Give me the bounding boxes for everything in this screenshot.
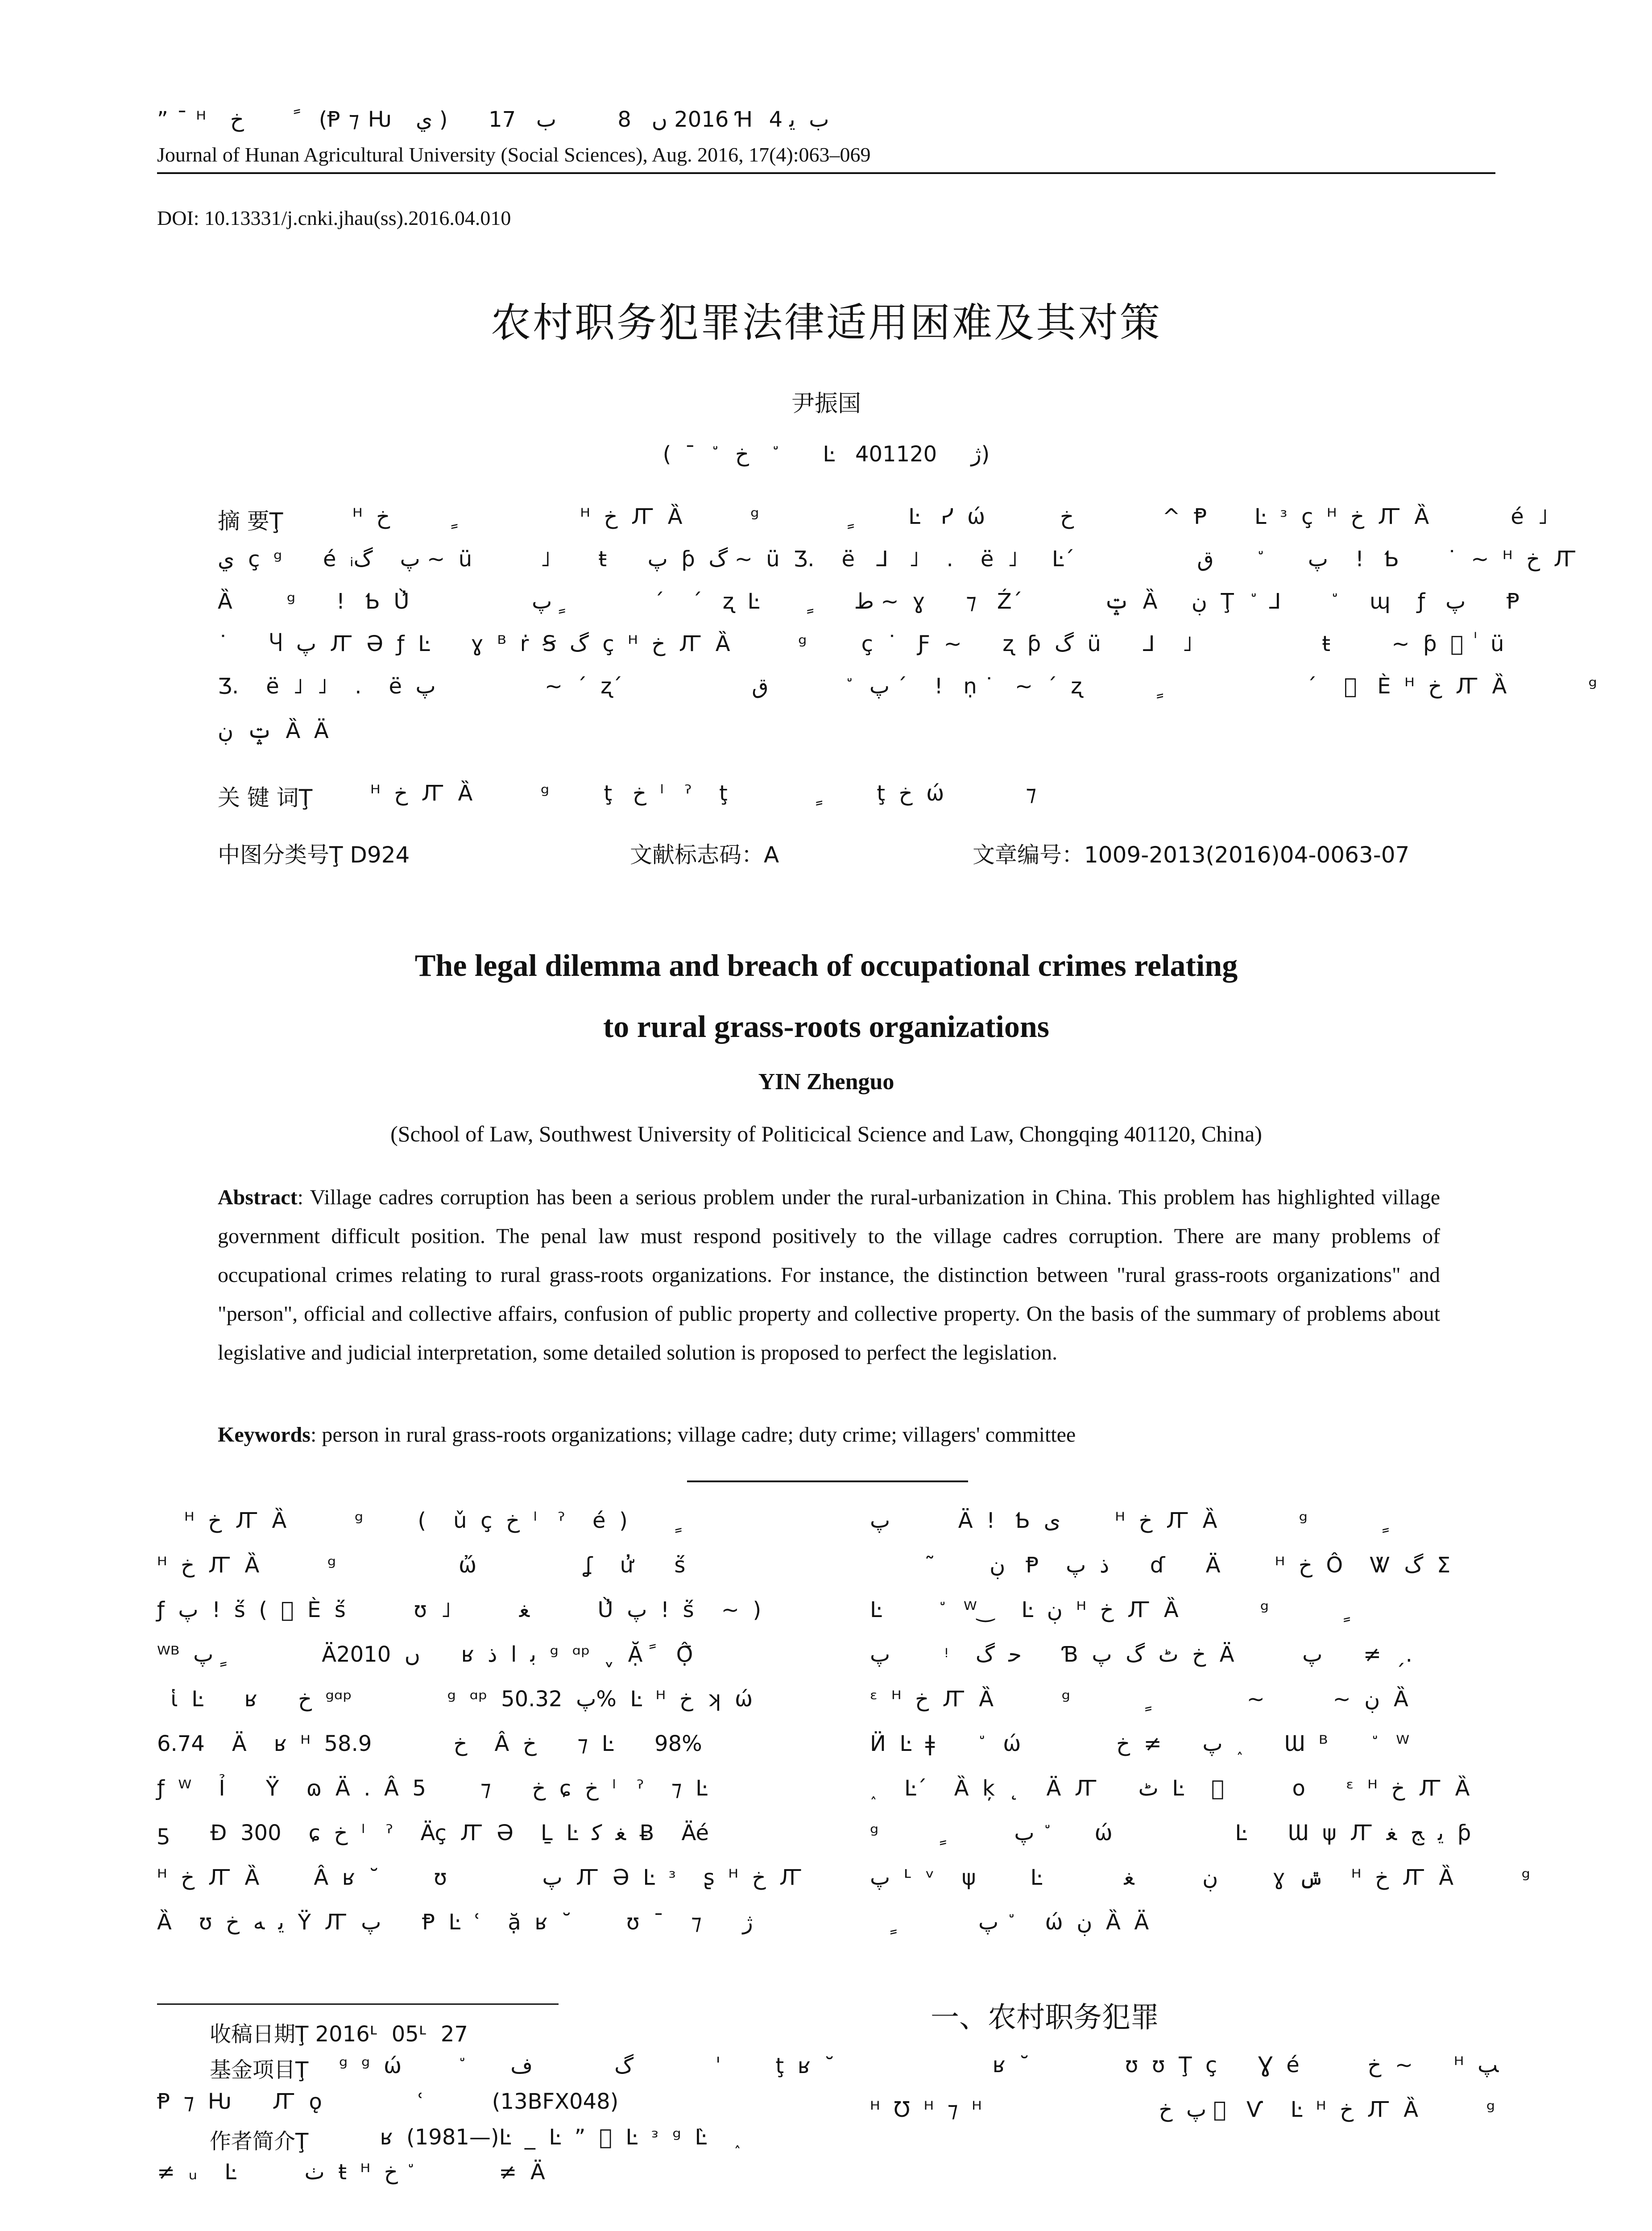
- body-right-line: پ Ä ! Ƅ ی ᴴ خ Ꙥ Ȁ ᵍ ٍ: [870, 1508, 1389, 1533]
- journal-header-cn: ” ¯ ᴴ خ ً (Ᵽ ⁊ Ƕ ي ) 2016 ں 8 ب 17 Ɦ ب ﯾ 4: [157, 107, 829, 132]
- english-keywords-label: Keywords: [218, 1423, 311, 1447]
- english-keywords-text: : person in rural grass-roots organizations; village cadre; duty crime; villagers' committee: [310, 1423, 1076, 1447]
- chinese-title: 农村职务犯罪法律适用困难及其对策: [491, 299, 1162, 346]
- article-number: 文章编号：1009-2013(2016)04-0063-07: [973, 842, 1410, 868]
- body-left-line: ƒ پ ! ṥ ( ⃞ È ṥ ʊ ˩ ﻐ Ù̓ پ ! ṥ ~ ): [157, 1597, 762, 1622]
- body-left-line: ἱ Ŀ ʁ خ ᵍᵅᵖ ᵍ ᵅᵖ پ 50.32% Ŀ ᴴ خ ʞ ώ: [157, 1687, 753, 1712]
- body-right-line: ٍ پ ٘ ώ ڹ Ȁ Ä: [870, 1910, 1149, 1935]
- english-affiliation: (School of Law, Southwest University of Politicical Science and Law, Chongqing 401120, China): [390, 1121, 1262, 1146]
- chinese-author: 尹振国: [791, 390, 861, 417]
- body-right-line: Ӥ Ŀ ǂ ٘ ώ پ ≠ خ ˰ Ɯ ᴮ ٘ ᵂ: [870, 1731, 1410, 1756]
- body-right-line: ˰ Ŀ´ Ȁ ķ ˛ Ä Ꙥ ٹ Ŀ ⃞ o ᵋ ᴴ خ Ꙥ Ȁ: [870, 1776, 1470, 1801]
- body-right-line: ˜ ڹ Ᵽ ذ پ ɗ Ä ᴴ خ Ô Ꮤ گ Σ: [870, 1553, 1451, 1578]
- document-code: 文献标志码：A: [630, 842, 779, 868]
- english-keywords: [218, 1422, 1440, 1447]
- author-info-label: 作者简介Ţ: [210, 2129, 309, 2154]
- chinese-abstract-line: ˙ Ⴗ پ Ꙥ Ə ƒ Ŀ ɣ ᴮ ṙ Ꞩ گ ç ᴴ خ Ꙥ Ȁ ᵍ ç ˙ Ƒ ~ ʐ ƥ گ ü ᒧ ˩ ŧ ~ ƥ ⃞ ٰ ü: [218, 631, 1504, 656]
- english-author: YIN Zhenguo: [758, 1069, 894, 1095]
- english-abstract: [218, 1178, 1440, 1372]
- body-right-line: ᵍ ٍ پ ٘ ώ Ŀ Ɯ ψ Ꙥ ﻳ ﺞ ﻐ ƥ: [870, 1820, 1471, 1845]
- chinese-abstract-line: ᴴ خ ٍ ᴴ خ Ꙥ Ȁ ᵍ ٍ Ŀ ᓯ ώ خ ^ Ᵽ Ŀ ᶟ ç ᴴ خ Ꙥ Ȁ é ˩: [352, 504, 1548, 529]
- chinese-keywords: ᴴ خ Ꙥ Ȁ ᵍ ţ خ ˡ ˀ ţ ٍ ţ خ ώ ⁊: [370, 781, 1037, 806]
- fund-text: ᵍ ᵍ ώ ٘ گ ف ˈ ţ ʁ ˘: [339, 2053, 835, 2078]
- body-left-line: 6.74 Ä ʁ ᴴ خ 58.9 Â خ ⁊ Ŀ 98%: [157, 1731, 702, 1756]
- body-left-line: ᴴ خ Ꙥ Ȁ ᵍ ὤ ʆ ư̓ ṥ: [157, 1553, 686, 1578]
- english-abstract-text: : Village cadres corruption has been a serious problem under the rural-urbanization in China. This problem has highlighted village government difficult position. The penal law must respond positively to the village cadres corruption. There are many problems of occupational crimes relating to rural grass-roots organizations. For instance, the distinction between "rural grass-roots organizations" and "person", official and collective affairs, confusion of public property and collective property. On the basis of the summary of problems about legislative and judicial interpretation, some detailed solution is proposed to perfect the legislation.: [218, 1186, 1440, 1364]
- chinese-abstract-line: ݓ ڹ Ȁ Ä: [218, 718, 329, 743]
- author-info-line2: ≠ ᵤ Ŀ ٺ ŧ ᴴ خ ٘ ≠ Ä: [157, 2160, 545, 2185]
- body-left-line: ᵂᴮ پ ٍ Ä2010 ں ʁ ﺑ ﺍ ذ ᵍ ᵅᵖ ˬ Ặ ً Ộ̄: [157, 1642, 693, 1667]
- section-heading: 一、农村职务犯罪: [931, 2001, 1159, 2034]
- chinese-abstract-line: Ʒ. ë ˩ ˩ . ë پ ~ ´ ʐ´ پ ٘ ق ´ ! ṇ ˙ ~ ´ ʐ ٍ ´ ⃞ È ᴴ خ Ꙥ Ȁ ᵍ: [218, 674, 1597, 699]
- english-title-line1: The legal dilemma and breach of occupational crimes relating: [414, 949, 1238, 983]
- chinese-keywords-label: 关 键 词Ţ: [218, 785, 313, 811]
- section-divider: [687, 1480, 968, 1482]
- body-right-line: ᴴ Ʊ ᴴ ⁊ ᴴ پ خ ⃞ Ѵ Ŀ ᴴ خ Ꙥ Ȁ ᵍ: [870, 2097, 1495, 2122]
- body-right-line: پ ᵎ ﺣ گ Ɓ خ ٹ گ پ Ä پ ≠ ˏ.: [870, 1642, 1412, 1667]
- journal-header-en: Journal of Hunan Agricultural University (Social Sciences), Aug. 2016, 17(4):063–069: [157, 143, 871, 166]
- body-right-line: ᵋ ᴴ خ Ꙥ Ȁ ᵍ ٍ ~ ~ ڹ Ȁ: [870, 1687, 1408, 1712]
- fund-text-line2: Ᵽ ⁊ Ƕ Ꙥ ǫ ʿ (13BFX048): [157, 2089, 619, 2114]
- english-abstract-label: Abstract: [218, 1186, 298, 1209]
- body-left-line: ƽ Ɖ 300 ɕ خ ˡ ˀ Äç Ꙥ Ə Ḻ Ŀ ﻐ ﻛ Ƀ Äé: [157, 1820, 709, 1845]
- english-title-line2: to rural grass-roots organizations: [603, 1010, 1049, 1044]
- header-rule: [157, 172, 1495, 174]
- chinese-abstract-line: ي ç ᵍ é ᵢپ گ ~ ü ˩ ŧ پ ƥ گ ~ ü Ʒ. ë ᒧ ˩ . ë ˩ Ŀ´ پ ٘ ق ! Ƅ ˙ ~ ᴴ خ Ꙥ: [218, 547, 1577, 572]
- body-right-line: ʁ ˘ ʊ ʊ Ţ ç Ɣ é خ ~ ᴴ ﭗ: [870, 2053, 1499, 2078]
- body-left-line: ᴴ خ Ꙥ Ȁ Â ʁ ˘ ʊ پ Ꙥ Ə Ŀ ᶟ ʂ ᴴ خ Ꙥ: [157, 1865, 803, 1890]
- body-left-line: Ȁ ʊ ﻳ ﻪ خ Ÿ Ꙥ پ Ᵽ Ŀ ʿ ặ ʁ ˘ ʊ ¯ ⁊ ژ: [157, 1910, 753, 1935]
- body-right-line: Ŀ ٘ ᵂ‿ Ŀ ڹ ᴴ خ Ꙥ Ȁ ᵍ ٍ: [870, 1597, 1350, 1622]
- body-left-line: ƒ ᵂ Ỉ Ÿ ɷ Ä . Â خ ⁊ 5 ɕ خ ˡ ˀ ⁊ Ŀ: [157, 1776, 708, 1801]
- doi: DOI: 10.13331/j.cnki.jhau(ss).2016.04.010: [157, 207, 511, 229]
- chinese-abstract-label: 摘 要Ţ: [218, 508, 283, 534]
- received-date: 收稿日期Ţ 2016ᒻ 05ᒻ 27: [210, 2022, 468, 2047]
- chinese-affiliation: ( ¯ ٘ خ ٘ Ŀ ژ 401120): [662, 442, 990, 467]
- fund-label: 基金项目Ţ: [210, 2057, 309, 2082]
- body-left-line: ᴴ خ Ꙥ Ȁ ᵍ ( ǔ ç خ ˡ ˀ é ) ٍ: [157, 1508, 682, 1533]
- footnote-rule: [157, 2003, 559, 2005]
- author-info-text: ʁ (1981—)Ŀ _ Ŀ ” ⃞ Ŀ ᵌ ᵍ Ŀ̀ ˰: [339, 2125, 741, 2150]
- clc-number: 中图分类号Ţ D924: [218, 842, 410, 868]
- chinese-abstract-line: Ȁ ᵍ ! Ƅ Ù̓ پ ٍ ´ ´ ʐ Ŀ ٍ ط ~ ɣ ⁊ Ź´ ݓ Ȁ ڹ Ţ ٘ ᒧ ٘ ɰ ƒ پ Ᵽ: [218, 589, 1520, 614]
- body-right-line: پ ᒻ ᵛ ψ Ŀ ڹ ﻐ ɣ ݜ ᴴ خ Ꙥ Ȁ ᵍ: [870, 1865, 1531, 1890]
